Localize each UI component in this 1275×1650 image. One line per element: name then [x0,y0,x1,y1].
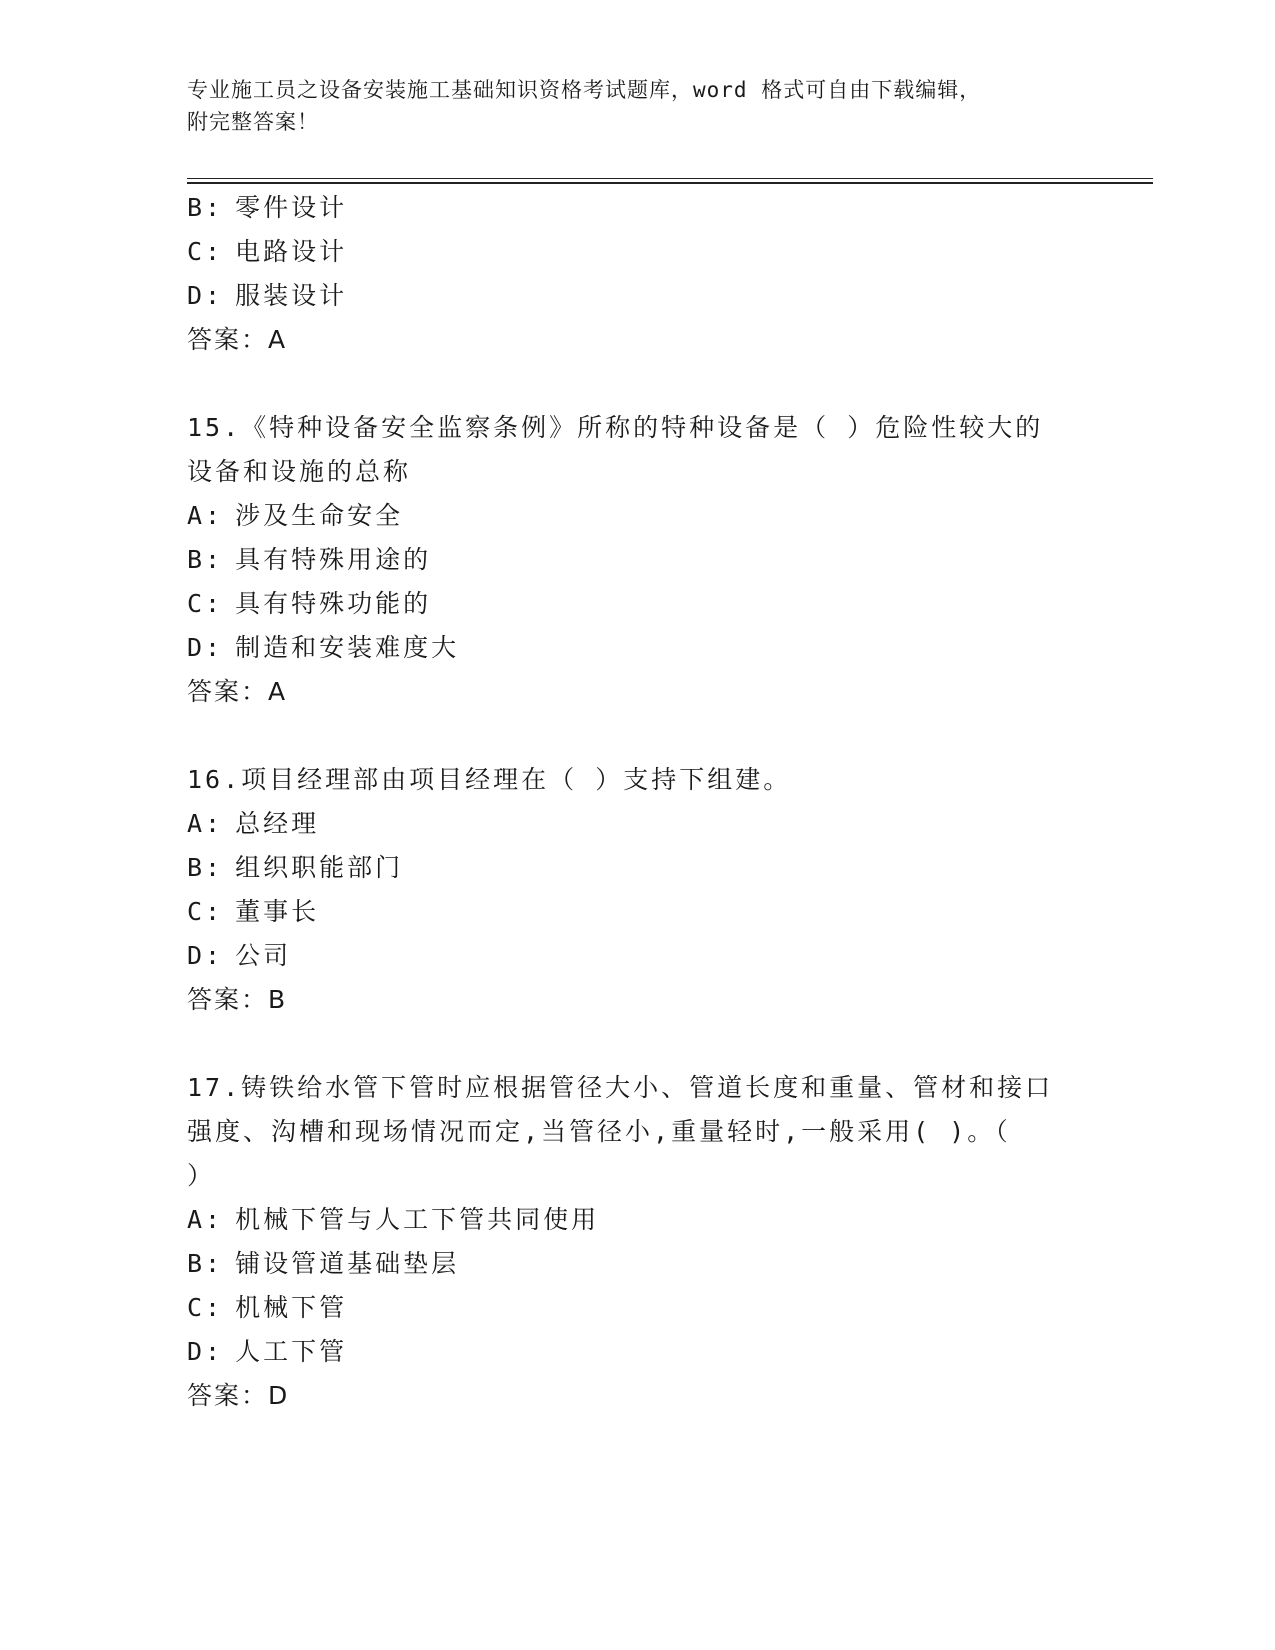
option-letter: B: [187,193,224,222]
option-letter: A: [187,809,224,838]
option-letter: C: [187,237,224,266]
q15-answer: 答案：A [187,677,288,706]
option-letter: B: [187,1249,224,1278]
q15-option-d [187,632,459,664]
header-line-1: 专业施工员之设备安装施工基础知识资格考试题库，word 格式可自由下载编辑， [187,78,982,102]
option-letter: C: [187,589,224,618]
header-divider-thin [187,178,1153,179]
option-letter: D: [187,941,224,970]
option-letter: C: [187,897,224,926]
option-letter: D: [187,281,224,310]
option-text: 电路设计 [235,237,348,266]
q16-option-a [187,808,319,840]
option-text: 具有特殊功能的 [235,589,432,618]
option-text: 铺设管道基础垫层 [235,1249,460,1278]
q17-stem-line-2: 强度、沟槽和现场情况而定,当管径小,重量轻时,一般采用( )。（ [187,1117,1011,1146]
option-text: 制造和安装难度大 [235,633,460,662]
q14-answer: 答案：A [187,325,288,354]
q15-stem-line-1: 15.《特种设备安全监察条例》所称的特种设备是（ ）危险性较大的 [187,413,1044,442]
option-text: 人工下管 [235,1337,348,1366]
q16-option-d [187,940,291,972]
q15-option-c [187,588,431,620]
option-letter: D: [187,633,224,662]
q17-option-a [187,1204,599,1236]
q15-option-a [187,500,403,532]
option-text: 零件设计 [235,193,348,222]
q16-answer: 答案：B [187,985,288,1014]
option-text: 董事长 [235,897,320,926]
option-text: 公司 [235,941,292,970]
option-text: 机械下管 [235,1293,348,1322]
option-text: 机械下管与人工下管共同使用 [235,1205,600,1234]
q14-option-b [187,192,347,224]
option-text: 组织职能部门 [235,853,404,882]
document-header [187,74,1087,138]
q16-stem-line-1: 16.项目经理部由项目经理在（ ）支持下组建。 [187,765,792,794]
option-letter: B: [187,545,224,574]
q17-answer: 答案：D [187,1381,290,1410]
q17-stem-line-3: ） [187,1161,216,1190]
q17-option-d [187,1336,347,1368]
q16-option-c [187,896,319,928]
option-letter: D: [187,1337,224,1366]
option-text: 涉及生命安全 [235,501,404,530]
q17-option-b [187,1248,459,1280]
q16-option-b [187,852,403,884]
q14-option-c [187,236,347,268]
option-letter: C: [187,1293,224,1322]
option-text: 总经理 [235,809,320,838]
q17-stem-line-1: 17.铸铁给水管下管时应根据管径大小、管道长度和重量、管材和接口 [187,1073,1054,1102]
option-text: 服装设计 [235,281,348,310]
q15-option-b [187,544,431,576]
header-line-2: 附完整答案！ [187,110,319,134]
option-letter: B: [187,853,224,882]
q15-stem-line-2: 设备和设施的总称 [187,457,412,486]
option-letter: A: [187,1205,224,1234]
header-divider-thick [187,182,1153,184]
q17-option-c [187,1292,347,1324]
option-text: 具有特殊用途的 [235,545,432,574]
q14-option-d [187,280,347,312]
option-letter: A: [187,501,224,530]
